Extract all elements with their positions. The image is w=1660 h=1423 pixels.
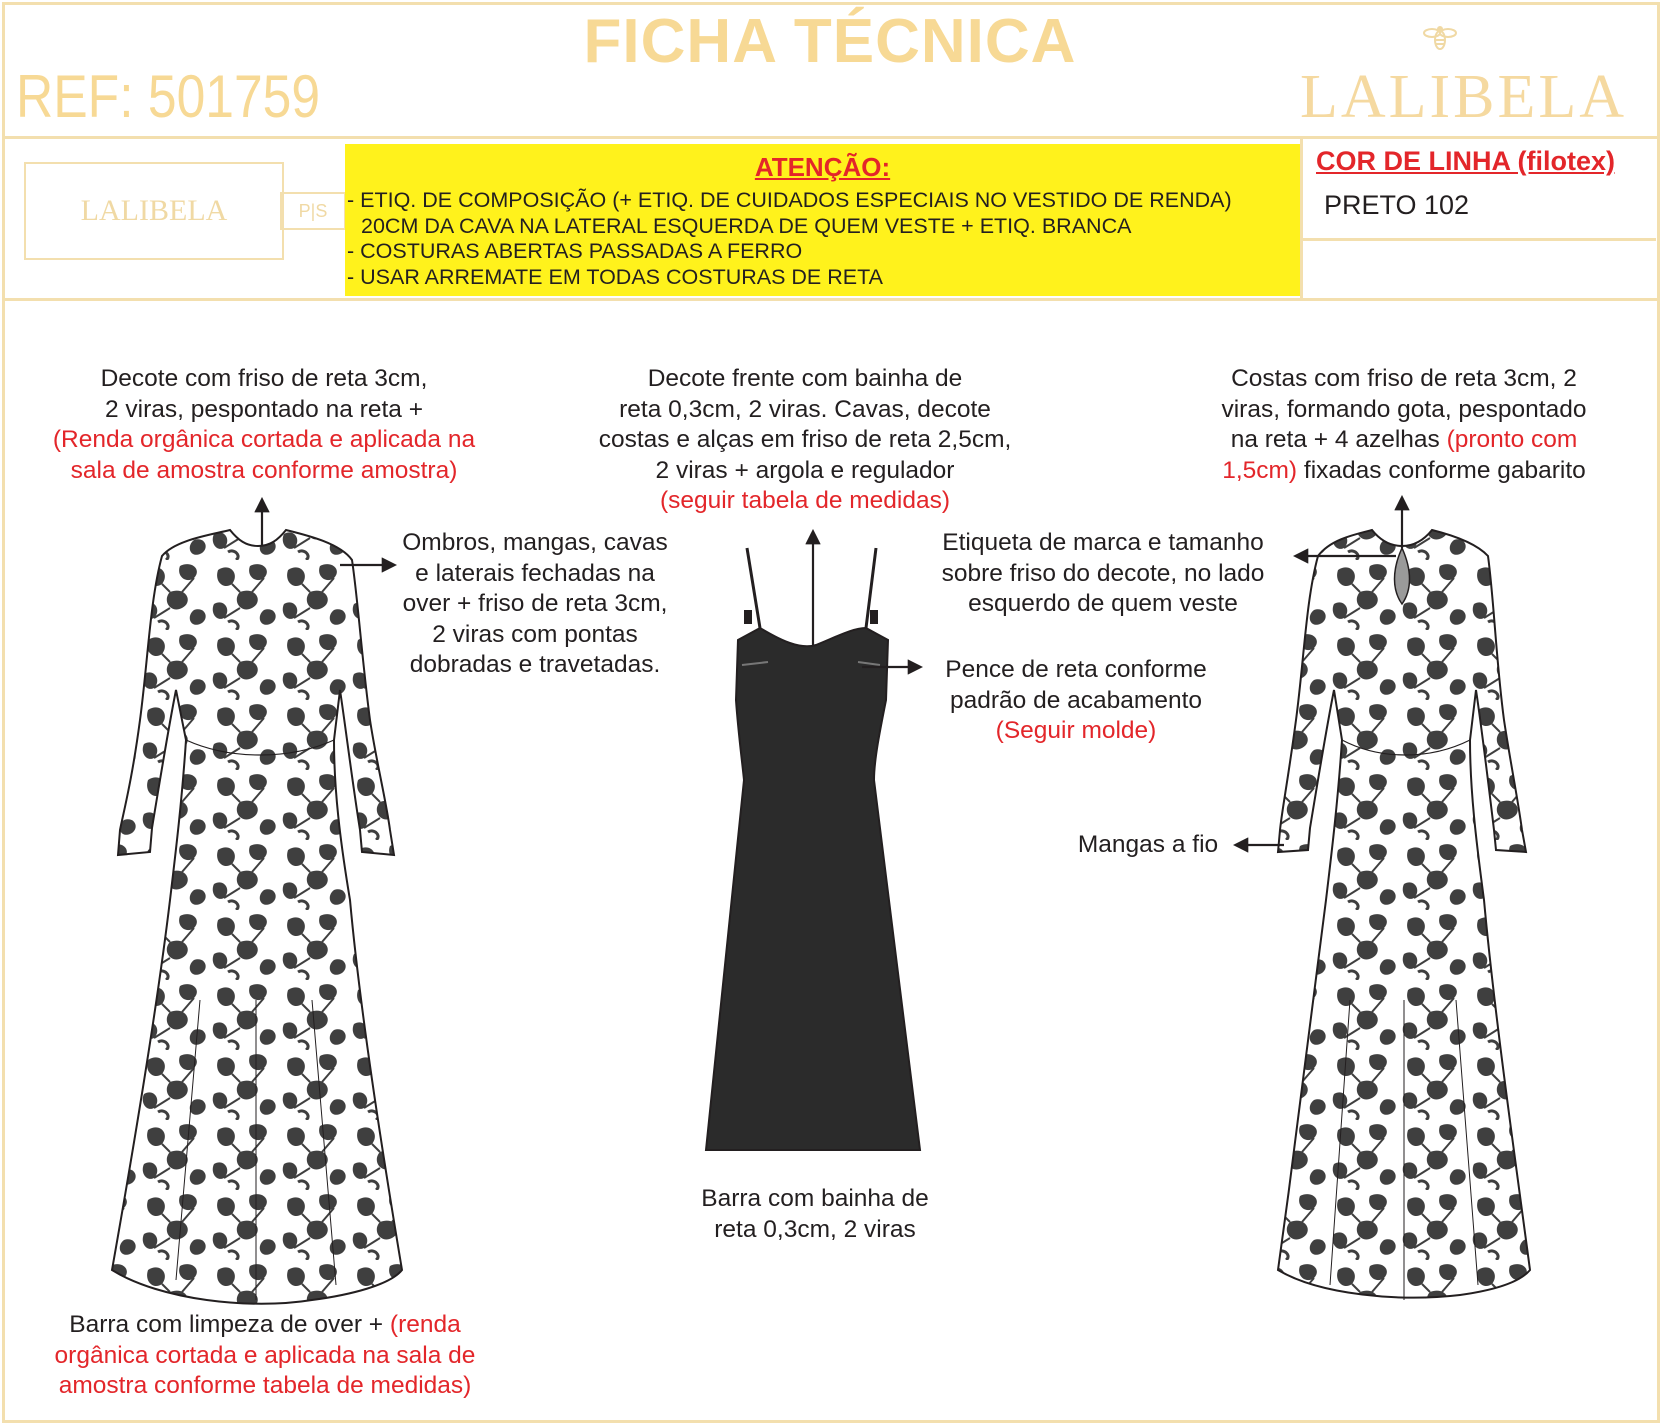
note-dart: Pence de reta conforme padrão de acabamento (Seguir molde): [945, 656, 1207, 744]
label-brand-text: LALIBELA: [80, 194, 228, 227]
note-sleeves: Mangas a fio: [1077, 831, 1219, 858]
attention-line: - USAR ARREMATE EM TODAS COSTURAS DE RETA: [347, 264, 883, 289]
reference-number: REF: 501759: [16, 63, 321, 130]
lace-gown-front-icon: [112, 530, 402, 1304]
attention-line: - COSTURAS ABERTAS PASSADAS A FERRO: [347, 239, 803, 263]
note-shoulders: Ombros, mangas, cavas e laterais fechadas na over + friso de reta 3cm, 2 viras com pontas dobradas e travetadas.: [402, 529, 668, 678]
attention-line: - ETIQ. DE COMPOSIÇÃO (+ ETIQ. DE CUIDADOS ESPECIAIS NO VESTIDO DE RENDA): [347, 188, 1232, 212]
thread-color-title: COR DE LINHA (filotex): [1316, 146, 1615, 176]
note-back: Costas com friso de reta 3cm, 2 viras, formando gota, pespontado na reta + 4 azelhas (pronto com 1,5cm) fixadas conforme gabarito: [1221, 365, 1587, 484]
note-lining-hem: Barra com bainha de reta 0,3cm, 2 viras: [701, 1185, 929, 1243]
label-size-text: P|S: [298, 200, 328, 221]
attention-title: ATENÇÃO:: [754, 152, 891, 182]
lace-gown-back-icon: [1278, 530, 1530, 1300]
note-lace-hem: Barra com limpeza de over + (renda orgânica cortada e aplicada na sala de amostra conforme tabela de medidas): [54, 1311, 476, 1399]
brand-logo: LALIBELA: [1300, 63, 1628, 131]
note-brand-label: Etiqueta de marca e tamanho sobre friso do decote, no lado esquerdo de quem veste: [941, 529, 1265, 617]
thread-color-value: PRETO 102: [1324, 190, 1470, 220]
note-lining-neckline: Decote frente com bainha de reta 0,3cm, 2 viras. Cavas, decote costas e alças em friso de reta 2,5cm, 2 viras + argola e regulador (seguir tabela de medidas): [598, 365, 1012, 514]
attention-line: 20CM DA CAVA NA LATERAL ESQUERDA DE QUEM VESTE + ETIQ. BRANCA: [361, 213, 1132, 238]
page-title: FICHA TÉCNICA: [583, 7, 1077, 76]
note-front-neckline: Decote com friso de reta 3cm, 2 viras, pespontado na reta + (Renda orgânica cortada e aplicada na sala de amostra conforme amostra): [52, 365, 476, 484]
